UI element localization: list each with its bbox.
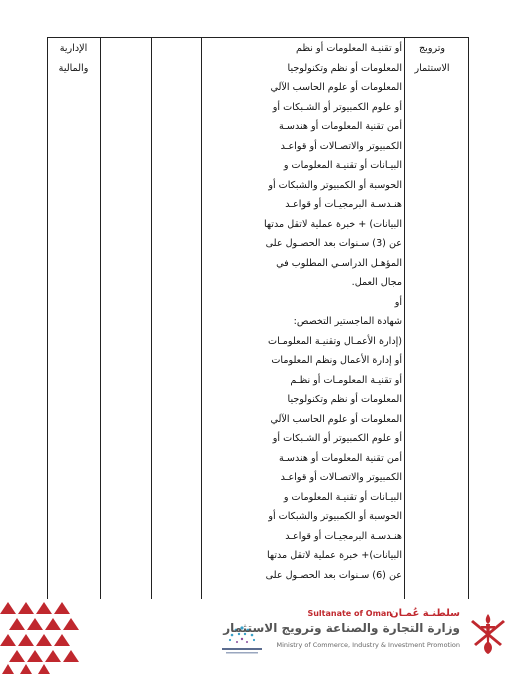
description-line: شهادة الماجستير التخصص:	[293, 316, 402, 327]
description-line: أو علوم الكمبيوتر أو الشـبكات أو	[272, 433, 402, 444]
sultanate-name-en: Sultanate of Oman	[307, 609, 392, 618]
description-line: أو	[394, 296, 402, 308]
field-cell	[402, 39, 462, 78]
description-line: أمن تقنية المعلومات أو هندسـة	[278, 452, 402, 464]
description-line: البيـانات أو تقنيـة المعلومات و	[283, 491, 402, 503]
description-line: عن (3) سـنوات بعد الحصـول على	[265, 238, 402, 249]
description-line: البيانات) + خبرة عملية لاتقل مدتها	[263, 218, 402, 230]
field-line-2: الاستثمار	[414, 62, 450, 74]
description-line: مجال العمل.	[351, 277, 402, 288]
page-footer	[0, 600, 522, 675]
description-line: البيانات)+ خبرة عملية لاتقل مدتها	[267, 550, 402, 561]
description-line: أو تقنيـة المعلومـات أو نظـم	[290, 374, 402, 386]
description-line: الكمبيوتر والاتصـالات أو قواعـد	[280, 140, 402, 152]
description-line: أو تقنيـة المعلومات أو نظم	[296, 43, 402, 54]
description-line: الكمبيوتر والاتصـالات أو قواعـد	[280, 472, 402, 483]
description-line: المعلومات أو نظم وتكنولوجيا	[287, 394, 402, 405]
description-line: المؤهـل الدراسـي المطلوب في	[276, 257, 402, 269]
department-cell	[47, 39, 100, 78]
description-line: الحوسبة أو الكمبيوتر والشبكات أو	[268, 511, 402, 522]
description-line: المعلومات أو علوم الحاسب الآلي	[270, 82, 402, 93]
decorative-triangle-pattern-icon	[0, 600, 90, 675]
dept-line-1: الإدارية	[59, 43, 88, 54]
description-line: هنـدسـة البرمجيـات أو قواعـد	[285, 199, 402, 210]
qualifications-table	[47, 37, 469, 599]
ministry-name-en: Ministry of Commerce, Industry & Investment Promotion	[276, 641, 460, 649]
description-line: المعلومات أو نظم وتكنولوجيا	[287, 62, 402, 74]
qualification-description	[202, 39, 402, 585]
description-line: هنـدسـة البرمجيـات أو قواعـد	[285, 530, 402, 542]
field-line-1: وترويج	[418, 43, 446, 54]
description-line: الحوسبة أو الكمبيوتر والشبكات أو	[268, 179, 402, 191]
description-line: أو إدارة الأعمال ونظم المعلومات	[271, 355, 402, 366]
dept-line-2: والمالية	[58, 62, 89, 74]
description-line: (إدارة الأعمـال وتقنيـة المعلومـات	[268, 335, 402, 347]
ministry-name-ar: وزارة التجارة والصناعة وترويج الاستثمار	[223, 621, 460, 635]
description-line: عن (6) سـنوات بعد الحصـول على	[265, 569, 402, 581]
sultanate-name-ar: سلطنـة عُمـان	[390, 608, 460, 619]
oman-khanjar-emblem-icon	[468, 608, 508, 658]
description-line: أمن تقنية المعلومات أو هندسـة	[278, 121, 402, 132]
description-line: أو علوم الكمبيوتر أو الشـبكات أو	[272, 101, 402, 113]
description-line: المعلومات أو علوم الحاسب الآلي	[270, 413, 402, 425]
description-line: البيـانات أو تقنيـة المعلومات و	[283, 160, 402, 171]
